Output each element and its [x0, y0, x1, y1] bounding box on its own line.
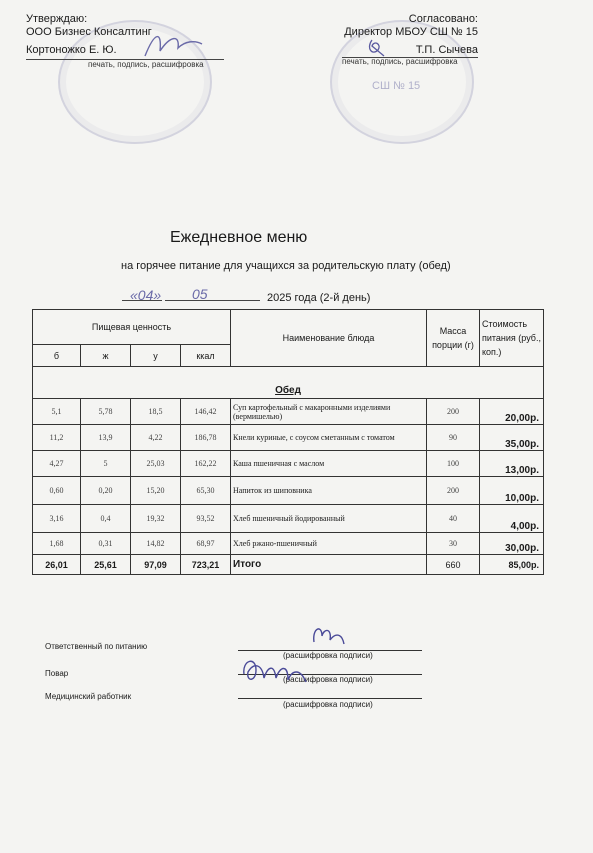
sig-hint-responsible: (расшифровка подписи) [283, 651, 373, 660]
cell-protein: 3,16 [33, 505, 81, 533]
cell-protein: 1,68 [33, 533, 81, 555]
cell-price: 13,00р. [480, 451, 544, 477]
approve-signature [140, 26, 210, 62]
cell-fat: 0,31 [81, 533, 131, 555]
cell-kcal: 68,97 [181, 533, 231, 555]
cell-kcal: 93,52 [181, 505, 231, 533]
cell-mass: 100 [427, 451, 480, 477]
doc-title: Ежедневное меню [170, 229, 308, 246]
col-protein: б [33, 345, 81, 367]
cell-dish: Напиток из шиповника [231, 477, 427, 505]
col-fat: ж [81, 345, 131, 367]
cell-carbs: 14,82 [131, 533, 181, 555]
cell-fat: 5 [81, 451, 131, 477]
date-month-line [165, 300, 260, 301]
cell-carbs: 4,22 [131, 425, 181, 451]
table-row [33, 477, 544, 505]
cell-protein: 5,1 [33, 399, 81, 425]
date-rest: 2025 года (2-й день) [267, 292, 371, 304]
header-cost: Стоимость питания (руб., коп.) [480, 310, 544, 367]
agreed-stamp-text: СШ № 15 [372, 80, 421, 92]
cell-carbs: 18,5 [131, 399, 181, 425]
cook-signature [240, 652, 310, 690]
cell-dish: Суп картофельный с макаронными изделиями (вермишелью) [231, 399, 427, 425]
cell-mass: 200 [427, 477, 480, 505]
table-row [33, 533, 544, 555]
agreed-block [330, 13, 478, 57]
cell-carbs: 25,03 [131, 451, 181, 477]
header-mass: Масса порции (г) [427, 310, 480, 367]
agreed-position: Директор МБОУ СШ № 15 [344, 26, 478, 38]
header-nutrition: Пищевая ценность [33, 310, 231, 345]
total-fat: 25,61 [81, 555, 131, 575]
date-month: 05 [192, 286, 208, 302]
total-price: 85,00р. [480, 555, 544, 575]
date-day-line [122, 300, 162, 301]
cell-mass: 30 [427, 533, 480, 555]
cell-price: 20,00р. [480, 399, 544, 425]
cell-price: 35,00р. [480, 425, 544, 451]
table-row [33, 399, 544, 425]
cell-fat: 5,78 [81, 399, 131, 425]
menu-table [32, 309, 544, 575]
table-row [33, 425, 544, 451]
cell-fat: 0,4 [81, 505, 131, 533]
agreed-title: Согласовано: [408, 13, 478, 25]
cell-protein: 4,27 [33, 451, 81, 477]
section-row [33, 367, 544, 399]
header-dish: Наименование блюда [231, 310, 427, 367]
total-carbs: 97,09 [131, 555, 181, 575]
cell-dish: Хлеб пшеничный йодированный [231, 505, 427, 533]
approve-org: ООО Бизнес Консалтинг [26, 26, 152, 38]
sig-label-medic: Медицинский работник [45, 692, 132, 701]
sig-label-responsible: Ответственный по питанию [45, 642, 148, 651]
cell-carbs: 19,32 [131, 505, 181, 533]
total-row [33, 555, 544, 575]
cell-kcal: 146,42 [181, 399, 231, 425]
cell-mass: 40 [427, 505, 480, 533]
agreed-hint: печать, подпись, расшифровка [342, 57, 458, 66]
total-label: Итого [231, 555, 427, 575]
sig-line-medic [238, 698, 422, 699]
cell-fat: 0,20 [81, 477, 131, 505]
responsible-signature [308, 622, 348, 652]
col-carbs: у [131, 345, 181, 367]
table-row [33, 451, 544, 477]
cell-protein: 0,60 [33, 477, 81, 505]
cell-mass: 200 [427, 399, 480, 425]
cell-kcal: 186,78 [181, 425, 231, 451]
table-row [33, 505, 544, 533]
cell-protein: 11,2 [33, 425, 81, 451]
sig-hint-medic: (расшифровка подписи) [283, 700, 373, 709]
cell-carbs: 15,20 [131, 477, 181, 505]
cell-dish: Хлеб ржано-пшеничный [231, 533, 427, 555]
cell-mass: 90 [427, 425, 480, 451]
total-protein: 26,01 [33, 555, 81, 575]
cell-fat: 13,9 [81, 425, 131, 451]
cell-price: 10,00р. [480, 477, 544, 505]
agreed-person: Т.П. Сычева [415, 44, 478, 56]
col-kcal: ккал [181, 345, 231, 367]
agreed-signature [364, 36, 394, 60]
approve-hint: печать, подпись, расшифровка [88, 60, 204, 69]
cell-dish: Кнели куриные, с соусом сметанным с томатом [231, 425, 427, 451]
date-day: «04» [130, 287, 162, 303]
sig-hint-cook: (расшифровка подписи) [283, 675, 373, 684]
cell-price: 4,00р. [480, 505, 544, 533]
approve-person: Кортоножко Е. Ю. [26, 44, 117, 56]
cell-kcal: 162,22 [181, 451, 231, 477]
cell-kcal: 65,30 [181, 477, 231, 505]
sig-label-cook: Повар [45, 669, 69, 678]
total-kcal: 723,21 [181, 555, 231, 575]
total-mass: 660 [427, 555, 480, 575]
cell-dish: Каша пшеничная с маслом [231, 451, 427, 477]
section-label: Обед [275, 385, 301, 396]
approve-title: Утверждаю: [26, 13, 88, 25]
cell-price: 30,00р. [480, 533, 544, 555]
doc-subtitle: на горячее питание для учащихся за родительскую плату (обед) [121, 260, 451, 272]
